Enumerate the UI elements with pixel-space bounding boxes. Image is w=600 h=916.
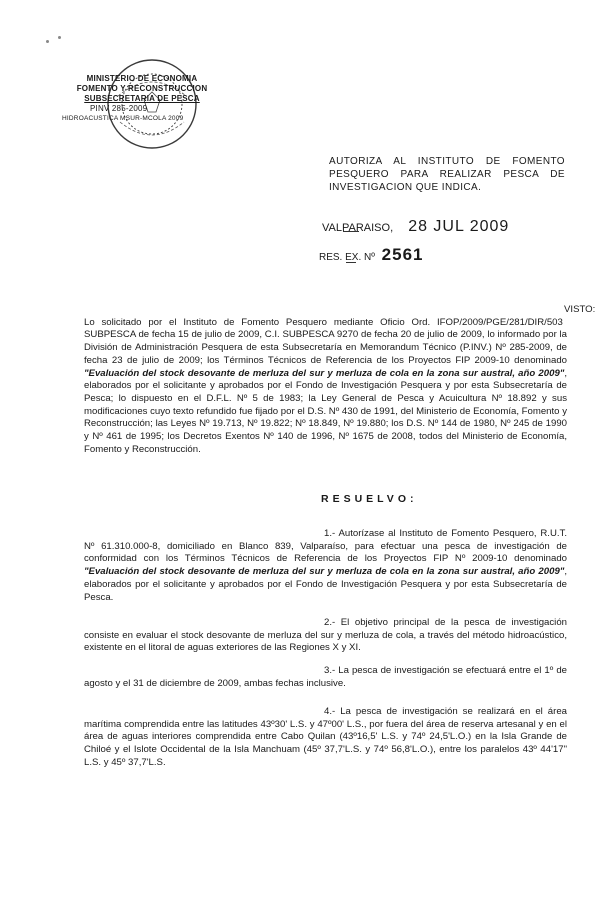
resolution-subject: AUTORIZA AL INSTITUTO DE FOMENTO PESQUERO PARA REALIZAR PESCA DE INVESTIGACION QUE INDICA.: [329, 156, 565, 193]
article-4: 4.- La pesca de investigación se realizará en el área marítima comprendida entre las latitudes 43º30' L.S. y 47º00' L.S., por fuera del área de reserva artesanal y en el área de aguas interiores comprendida entre Cabo Quilan (43º16,5' L.S. y 74º 24,5'L.O.) en la Isla Grande de Chiloé y el Islote Occidental de la Isla Manchuam (45º 37,7'L.S. y 74º 56,8'L.O.), entre los paralelos 43º 44'17" L.S. y 45º 37,7'L.S.: [84, 706, 567, 768]
visto-lead: VISTO:: [564, 304, 596, 315]
place-date: [322, 218, 509, 236]
scan-speck: [58, 36, 61, 39]
article-1-text-part2: , elaborados por el solicitante y aprobados por el Fondo de Investigación Pesquera y por esta Subsecretaría de Pesca.: [84, 566, 567, 603]
visto-project-title: "Evaluación del stock desovante de merluza del sur y merluza de cola en la zona sur austral, año 2009": [84, 367, 565, 379]
hydro-reference: HIDROACUSTICA MSUR-MCOLA 2009: [62, 115, 184, 122]
visto-text-part1: Lo solicitado por el Instituto de Fomento Pesquero mediante Oficio Ord. IFOP/2009/PGE/281/DIR/503 SUBPESCA de fecha 15 de julio de 2009, C.I. SUBPESCA 9270 de fecha 20 de julio de 2009, lo informado por la División de Administración Pesquera de esta Subsecretaría en Memorandum Técnico (P.INV.) Nº 285-2009, de fecha 23 de julio de 2009; los Términos Técnicos de Referencia de los Proyectos FIP 2009-10 denominado: [84, 316, 567, 366]
subsecretaria-name: SUBSECRETARIA DE PESCA: [84, 94, 200, 103]
department-name: FOMENTO Y RECONSTRUCCION: [76, 84, 208, 93]
visto-paragraph: [84, 304, 596, 456]
article-1-number: 1.-: [324, 528, 336, 539]
visto-text-part2: , elaborados por el solicitante y aprobados por el Fondo de Investigación Pesquera y por esta Subsecretaría de Pesca; lo dispuesto en el D.F.L. Nº 5 de 1983; la Ley General de Pesca y Acuicultura Nº 18.892 y sus modificaciones cuyo texto refundido fue fijado por el D.S. Nº 430 de 1991, del Ministerio de Economía, Fomento y Reconstrucción; las Leyes Nº 19.713, Nº 19.822; Nº 18.849, Nº 19.880; los D.S. Nº 144 de 1980, Nº 245 de 1990 y Nº 461 de 1995; los Decretos Exentos Nº 140 de 1996, Nº 1675 de 2008, todos del Ministerio de Economía, Fomento y Reconstrucción.: [84, 367, 567, 455]
article-1-text-part1: Autorízase al Instituto de Fomento Pesquero, R.U.T. Nº 61.310.000-8, domiciliado en Blanco 839, Valparaíso, para efectuar una pesca de investigación de conformidad con los Términos Técnicos de Referencia de los Proyectos FIP Nº 2009-10 denominado: [84, 528, 567, 565]
scan-speck: [46, 40, 49, 43]
resolution-number: 2561: [381, 245, 424, 264]
resuelvo-heading: RESUELVO:: [321, 493, 418, 505]
date-stamp: 28 JUL 2009: [408, 218, 510, 235]
divider: [343, 231, 359, 233]
resolution-number-line: [319, 245, 424, 265]
article-2: 2.- El objetivo principal de la pesca de investigación consiste en evaluar el stock desovante de merluza del sur y merluza de cola, a través del método hidroacústico, existente en el litoral de aguas exteriores de las Regiones X y XI.: [84, 617, 567, 654]
inv-reference: PINV 285-2009: [90, 104, 148, 113]
ministry-name: MINISTERIO DE ECONOMIA: [86, 74, 198, 83]
article-1: [84, 528, 567, 604]
city-label: VALPARAISO,: [322, 222, 394, 234]
resolution-label: RES. EX. Nº: [319, 252, 375, 263]
article-3: 3.- La pesca de investigación se efectuará entre el 1º de agosto y el 31 de diciembre de 2009, ambas fechas inclusive.: [84, 665, 567, 689]
article-1-project-title: "Evaluación del stock desovante de merluza del sur y merluza de cola en la zona sur austral, año 2009": [84, 566, 565, 578]
divider: [346, 262, 356, 263]
letterhead: [62, 74, 222, 124]
